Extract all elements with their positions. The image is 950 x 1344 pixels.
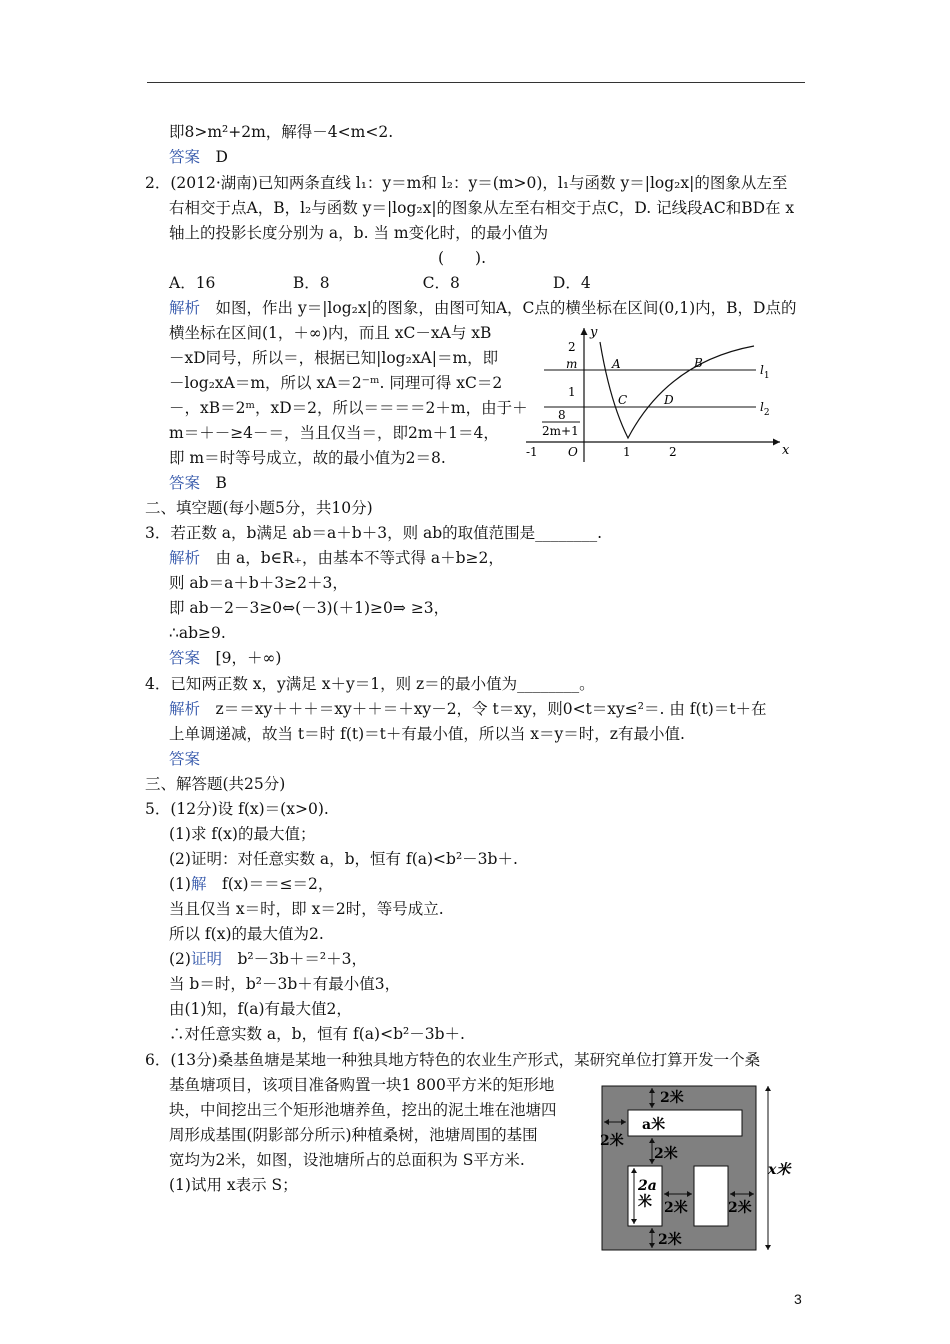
line-text: －xD同号，所以＝，根据已知|log₂xA|＝m，即 bbox=[169, 349, 499, 367]
text-line bbox=[169, 547, 504, 569]
answer-label: 答案 bbox=[169, 649, 201, 667]
text-line bbox=[145, 497, 373, 519]
line-text: A．16 B．8 C．8 D．4 bbox=[169, 274, 591, 292]
answer-label: 解析 bbox=[169, 299, 201, 317]
text-line bbox=[169, 848, 518, 870]
text-line bbox=[169, 1023, 465, 1045]
answer-label: 解析 bbox=[169, 700, 201, 718]
line-text: D bbox=[215, 148, 228, 166]
line-prefix: (2) bbox=[169, 950, 191, 968]
text-line bbox=[145, 673, 595, 695]
text-line bbox=[169, 472, 227, 494]
label-2a-m: 米 bbox=[638, 1194, 652, 1210]
line-l1-label: $l_1$ bbox=[760, 363, 770, 381]
line-text: 如图，作出 y＝|log₂x|的图象，由图可知A，C点的横坐标在区间(0,1)内，B，D点的 bbox=[215, 299, 797, 317]
page-number: 3 bbox=[794, 1291, 802, 1307]
answer-label: 答案 bbox=[169, 148, 201, 166]
label-mid-2m: 2米 bbox=[654, 1146, 678, 1162]
label-gap-2m: 2米 bbox=[664, 1200, 688, 1216]
line-text: 由(1)知，f(a)有最大值2， bbox=[169, 1000, 352, 1018]
text-line bbox=[169, 297, 796, 319]
line-text: 即8>m²+2m，解得－4<m<2. bbox=[169, 123, 394, 141]
text-line bbox=[169, 948, 367, 970]
y-tick-8: 8 bbox=[558, 408, 566, 422]
line-text: 上单调递减，故当 t＝时 f(t)＝t＋有最小值，所以当 x＝y＝时，z有最小值. bbox=[169, 725, 685, 743]
line-text: (2)证明：对任意实数 a，b，恒有 f(a)<b²－3b＋. bbox=[169, 850, 518, 868]
text-line bbox=[169, 823, 315, 845]
y-tick-m: m bbox=[566, 357, 578, 371]
line-text: (1)求 f(x)的最大值； bbox=[169, 825, 316, 843]
line-text: b²－3b＋＝²＋3， bbox=[237, 950, 367, 968]
text-line bbox=[169, 121, 393, 143]
text-line bbox=[169, 1074, 554, 1096]
text-line bbox=[169, 998, 352, 1020]
text-line bbox=[145, 1049, 760, 1071]
text-line bbox=[169, 647, 281, 669]
answer-label: 证明 bbox=[190, 950, 222, 968]
line-text: 周形成基围(阴影部分所示)种植桑树，池塘周围的基围 bbox=[169, 1126, 538, 1144]
answer-label: 解析 bbox=[169, 549, 201, 567]
text-line bbox=[169, 422, 499, 444]
line-text: 5．(12分)设 f(x)＝(x>0). bbox=[145, 800, 329, 818]
fish-pond-diagram bbox=[598, 1082, 798, 1254]
text-line bbox=[169, 197, 794, 219]
text-line bbox=[169, 622, 226, 644]
text-line bbox=[169, 973, 400, 995]
point-b: B bbox=[694, 356, 703, 370]
point-c: C bbox=[618, 393, 628, 407]
log-curve bbox=[600, 342, 754, 438]
log-graph-figure bbox=[518, 322, 798, 464]
line-text: 二、填空题(每小题5分，共10分) bbox=[145, 499, 373, 517]
pond-right bbox=[694, 1166, 728, 1226]
line-text: 三、解答题(共25分) bbox=[145, 775, 286, 793]
answer-label: 答案 bbox=[169, 474, 201, 492]
text-line bbox=[169, 447, 446, 469]
line-text: z＝＝xy＋＋＋＝xy＋＋＝＋xy－2，令 t＝xy，则0<t＝xy≤²＝. 由 f(t)＝t＋在 bbox=[215, 700, 767, 718]
text-line bbox=[169, 723, 685, 745]
line-text: 宽均为2米，如图，设池塘所占的总面积为 S平方米. bbox=[169, 1151, 525, 1169]
text-line bbox=[169, 698, 767, 720]
line-text: [9，＋∞) bbox=[215, 649, 282, 667]
text-line bbox=[169, 347, 498, 369]
line-text: B bbox=[215, 474, 227, 492]
answer-label: 解 bbox=[190, 875, 207, 893]
x-tick-neg1: -1 bbox=[526, 445, 538, 459]
text-line bbox=[169, 748, 216, 770]
x-axis-label: x bbox=[782, 443, 790, 458]
text-line bbox=[438, 247, 486, 269]
label-bottom-2m: 2米 bbox=[658, 1232, 682, 1248]
line-text: 2．(2012·湖南)已知两条直线 l₁：y＝m和 l₂：y＝(m>0)，l₁与函数 y＝|log₂x|的图象从左至 bbox=[145, 174, 788, 192]
line-text: 块，中间挖出三个矩形池塘养鱼，挖出的泥土堆在池塘四 bbox=[169, 1101, 557, 1119]
line-text: －log₂xA＝m，所以 xA＝2⁻ᵐ. 同理可得 xC＝2 bbox=[169, 374, 503, 392]
label-top-2m: 2米 bbox=[660, 1090, 684, 1106]
line-text: 当 b＝时，b²－3b＋有最小值3， bbox=[169, 975, 401, 993]
line-text: 当且仅当 x＝时，即 x＝2时，等号成立. bbox=[169, 900, 444, 918]
label-x-m: x米 bbox=[768, 1162, 791, 1178]
text-line bbox=[145, 798, 329, 820]
text-line bbox=[145, 172, 787, 194]
label-a-m: a米 bbox=[642, 1117, 666, 1133]
text-line bbox=[169, 873, 333, 895]
label-right-2m: 2米 bbox=[728, 1200, 752, 1216]
y-tick-2m1: 2m+1 bbox=[542, 424, 579, 438]
line-prefix: (1) bbox=[169, 875, 191, 893]
text-line bbox=[169, 1174, 298, 1196]
line-text: 由 a，b∈R₊，由基本不等式得 a＋b≥2， bbox=[215, 549, 504, 567]
label-2a: 2a bbox=[638, 1178, 657, 1194]
y-tick-2: 2 bbox=[568, 340, 576, 354]
text-line bbox=[169, 572, 348, 594]
line-text: 轴上的投影长度分别为 a，b. 当 m变化时，的最小值为 bbox=[169, 224, 549, 242]
y-axis-label: y bbox=[590, 325, 598, 340]
line-text: f(x)＝＝≤＝2， bbox=[222, 875, 334, 893]
line-text: 则 ab＝a＋b＋3≥2＋3， bbox=[169, 574, 348, 592]
x-tick-2: 2 bbox=[669, 445, 677, 459]
answer-label: 答案 bbox=[169, 750, 201, 768]
text-line bbox=[169, 1149, 525, 1171]
line-text: ∴对任意实数 a，b，恒有 f(a)<b²－3b＋. bbox=[169, 1025, 465, 1043]
line-text: 横坐标在区间(1，＋∞)内，而且 xC－xA与 xB bbox=[169, 324, 492, 342]
line-text: 6．(13分)桑基鱼塘是某地一种独具地方特色的农业生产形式，某研究单位打算开发一个桑 bbox=[145, 1051, 761, 1069]
text-line bbox=[169, 923, 324, 945]
text-line bbox=[169, 397, 528, 419]
line-l2-label: $l_2$ bbox=[760, 400, 770, 418]
header-rule bbox=[147, 82, 805, 83]
line-text: 右相交于点A，B，l₂与函数 y＝|log₂x|的图象从左至右相交于点C，D. 记线段AC和BD在 x bbox=[169, 199, 795, 217]
text-line bbox=[169, 372, 502, 394]
text-line bbox=[169, 222, 548, 244]
text-line bbox=[169, 272, 591, 294]
line-text: 基鱼塘项目，该项目准备购置一块1 800平方米的矩形地 bbox=[169, 1076, 555, 1094]
line-text: 3．若正数 a，b满足 ab＝a＋b＋3，则 ab的取值范围是________. bbox=[145, 524, 603, 542]
line-text: 即 ab－2－3≥0⇔(－3)(＋1)≥0⇒ ≥3， bbox=[169, 599, 450, 617]
label-left-2m: 2米 bbox=[600, 1133, 624, 1149]
line-text: ( ). bbox=[438, 249, 487, 267]
text-line bbox=[145, 522, 602, 544]
line-text: 4．已知两正数 x，y满足 x＋y＝1，则 z＝的最小值为________。 bbox=[145, 675, 595, 693]
x-tick-1: 1 bbox=[623, 445, 631, 459]
origin-label: O bbox=[568, 445, 578, 459]
line-text: 所以 f(x)的最大值为2. bbox=[169, 925, 324, 943]
line-text: －，xB＝2ᵐ，xD＝2，所以＝＝＝＝2＋m，由于＋ bbox=[169, 399, 528, 417]
text-line bbox=[169, 1099, 557, 1121]
text-line bbox=[169, 597, 449, 619]
text-line bbox=[169, 322, 491, 344]
point-a: A bbox=[612, 357, 621, 371]
line-text: (1)试用 x表示 S； bbox=[169, 1176, 298, 1194]
text-line bbox=[169, 898, 444, 920]
y-tick-1: 1 bbox=[568, 385, 576, 399]
text-line bbox=[169, 1124, 538, 1146]
line-text: 即 m＝时等号成立，故的最小值为2＝8. bbox=[169, 449, 446, 467]
line-text: ∴ab≥9. bbox=[169, 624, 226, 642]
line-text: m＝＋－≥4－＝，当且仅当＝，即2m＋1＝4， bbox=[169, 424, 499, 442]
point-d: D bbox=[664, 393, 674, 407]
text-line bbox=[145, 773, 285, 795]
text-line bbox=[169, 146, 228, 168]
